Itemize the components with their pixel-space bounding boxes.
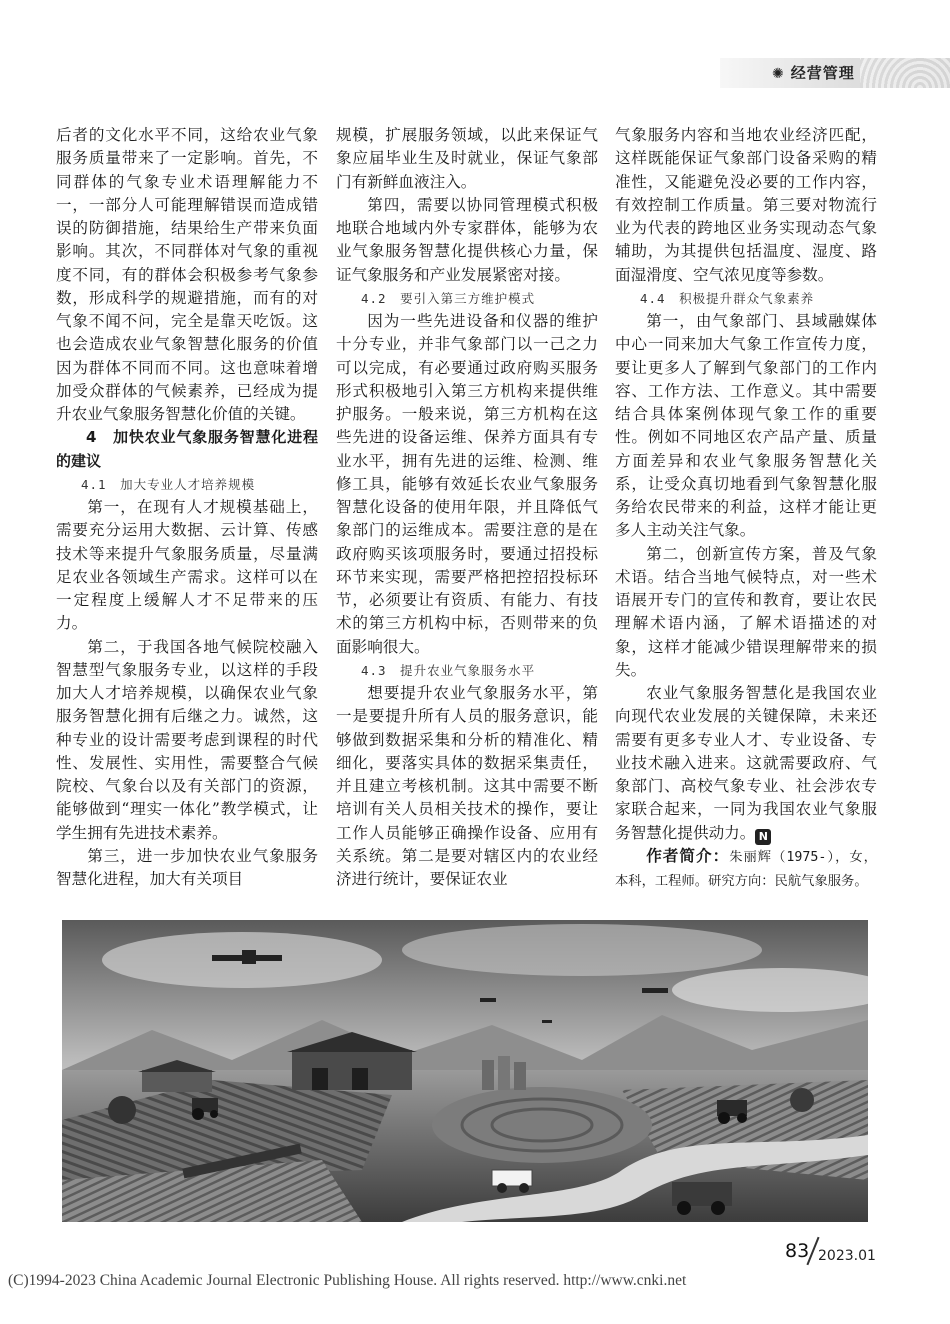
- paragraph: 第四，需要以协同管理模式积极地联合地域内外专家群体，能够为农业气象服务智慧化提供核心力量，保证气象服务和产业发展紧密对接。: [336, 195, 598, 284]
- star-icon: ✺: [772, 66, 785, 82]
- paragraph: 第一，在现有人才规模基础上，需要充分运用大数据、云计算、传感技术等来提升气象服务质量，尽量满足农业各领域生产需求。这样可以在一定程度上缓解人才不足带来的压力。: [56, 498, 318, 633]
- author-text: 朱丽辉（1975-），女，本科，工程师。研究方向：民航气象服务。: [615, 849, 877, 889]
- section-title: [772, 62, 855, 83]
- end-mark-icon: N: [755, 829, 771, 845]
- section-heading-4: 4 加快农业气象服务智慧化进程的建议: [56, 428, 318, 470]
- paragraph: 后者的文化水平不同，这给农业气象服务质量带来了一定影响。首先，不同群体的气象专业术语理解能力不一，一部分人可能理解错误而造成错误的防御措施，结果给生产带来负面影响。其次，不同群体对气象的重视度不同，有的群体会积极参考气象参数，形成科学的规避措施，而有的对气象不闻不问，完全是靠天吃饭。这也会造成农业气象智慧化服务的价值因为群体不同而不同。这也意味着增加受众群体的气候素养，已经成为提升农业气象服务智慧化价值的关键。: [56, 126, 318, 423]
- paragraph: 规模，扩展服务领域，以此来保证气象应届毕业生及时就业，保证气象部门有新鲜血液注入。: [336, 126, 598, 191]
- article-column-1: [56, 124, 318, 891]
- paragraph: 气象服务内容和当地农业经济匹配，这样既能保证气象部门设备采购的精准性，又能避免没必要的工作内容，有效控制工作质量。第三要对物流行业为代表的跨地区业务实现动态气象辅助，为其提供包括温度、湿度、路面湿滑度、空气浓见度等参数。: [615, 126, 877, 284]
- paragraph: 因为一些先进设备和仪器的维护十分专业，并非气象部门以一己之力可以完成，有必要通过政府购买服务形式积极地引入第三方机构来提供维护服务。一般来说，第三方机构在这些先进的设备运维、保养方面具有专业水平，拥有先进的运维、检测、维修工具，能够有效延长农业气象服务智慧化设备的使用年限，并且降低气象部门的运维成本。需要注意的是在政府购买该项服务时，要通过招投标环节来实现，需要严格把控招投标环节，必须要让有资质、有能力、有技术的第三方机构中标，否则带来的负面影响很大。: [336, 312, 598, 656]
- conclusion-text: 农业气象服务智慧化是我国农业向现代农业发展的关键保障，未来还需要有更多专业人才、专业设备、专业技术融入进来。这就需要政府、气象部门、高校气象专业、社会涉农专家联合起来，一同为我国农业气象服务智慧化提供动力。: [615, 684, 877, 842]
- paragraph: 第二，创新宣传方案，普及气象术语。结合当地气候特点，对一些术语展开专门的宣传和教育，要让农民理解术语内涵，了解术语描述的对象，这样才能减少错误理解带来的损失。: [615, 544, 877, 679]
- subheading-4-2: 4.2 要引入第三方维护模式: [361, 290, 536, 306]
- author-label: 作者简介：: [646, 846, 730, 865]
- subheading-4-1: 4.1 加大专业人才培养规模: [81, 476, 256, 492]
- page-number: 83: [785, 1240, 810, 1262]
- paragraph: 第二，于我国各地气候院校融入智慧型气象服务专业，以这样的手段加大人才培养规模，以确保农业气象服务智慧化拥有后继之力。诚然，这种专业的设计需要考虑到课程的时代性、发展性、实用性，需要整合气候院校、气象台以及有关部门的资源，能够做到“理实一体化”教学模式，让学生拥有先进技术素养。: [56, 637, 318, 842]
- subheading-4-4: 4.4 积极提升群众气象素养: [640, 290, 815, 306]
- subheading-4-3: 4.3 提升农业气象服务水平: [361, 662, 536, 678]
- article-column-2: [336, 124, 598, 891]
- paragraph: 第三，进一步加快农业气象服务智慧化进程，加大有关项目: [56, 846, 318, 888]
- paragraph-conclusion: [615, 682, 877, 845]
- article-column-3: [615, 124, 877, 893]
- paragraph: 第一，由气象部门、县域融媒体中心一同来加大气象工作宣传力度，要让更多人了解到气象部门的工作内容、工作方法、工作意义。其中需要结合具体案例体现气象工作的重要性。例如不同地区农产品产量、质量方面差异和农业气象服务智慧化关系，让受众真切地看到气象智慧化服务给农民带来的利益，这样才能让更多人主动关注气象。: [615, 312, 877, 540]
- smart-agriculture-illustration: [62, 920, 868, 1222]
- header-ornament: [860, 58, 950, 88]
- section-title-text: 经营管理: [790, 64, 855, 82]
- author-bio: [615, 845, 877, 894]
- issue-date: 2023.01: [818, 1248, 876, 1264]
- landscape-image: [62, 920, 868, 1222]
- paragraph: 想要提升农业气象服务水平，第一是要提升所有人员的服务意识，能够做到数据采集和分析的精准化、精细化，要落实具体的数据采集责任，并且建立考核机制。这其中需要不断培训有关人员相关技术的操作，要让工作人员能够正确操作设备、应用有关系统。第二是要对辖区内的农业经济进行统计，要保证农业: [336, 684, 598, 888]
- copyright-notice: (C)1994-2023 China Academic Journal Electronic Publishing House. All rights reserved. http://www.cnki.net: [8, 1272, 687, 1289]
